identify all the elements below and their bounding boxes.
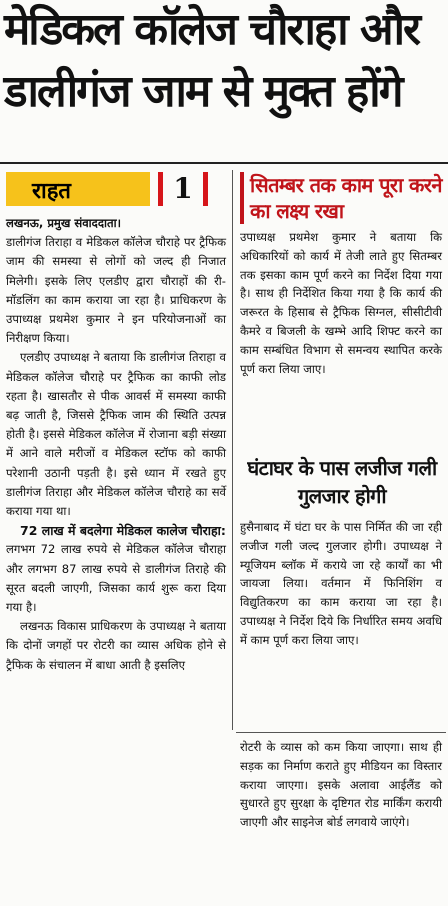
left-paragraph-2: एलडीए उपाध्यक्ष ने बताया कि डालीगंज तिराहा व मेडिकल कॉलेज चौराहे पर ट्रैफिक का काफी लोड रहता है। खासतौर से पीक आवर्स में समस्या काफी बढ़ जाती है, जिससे ट्रैफिक जाम की स्थिति उत्पन्न होती है। इससे मेडिकल कॉलेज में रोजाना बड़ी संख्या में आने वाले मरीजों व मेडिकल स्टॉफ को काफी परेशानी उठानी पड़ती है। इसे ध्यान में रखते हुए डालीगंज तिराहा और मेडिकल कॉलेज चौराहे का सर्वे कराया गया था।: [6, 350, 226, 519]
left-subhead: 72 लाख में बदलेगा मेडिकल कालेज चौराहा:: [20, 523, 226, 539]
left-paragraph-1: डालीगंज तिराहा व मेडिकल कॉलेज चौराहे पर ट्रैफिक जाम की समस्या से लोगों को जल्द ही निजात मिलेगी। इसके लिए एलडीए द्वारा चौराहों की री-मॉडलिंग का काम कराया जा रहा है। प्राधिकरण के उपाध्यक्ष प्रथमेश कुमार ने इन परियोजनाओं का निरीक्षण किया।: [6, 235, 226, 346]
right-mid-text: [240, 518, 442, 650]
september-target-heading: सितम्बर तक काम पूरा करने का लक्ष्य रखा: [240, 172, 444, 224]
right-top-paragraph: उपाध्यक्ष प्रथमेश कुमार ने बताया कि अधिकारियों को कार्य में तेजी लाते हुए सितम्बर तक इसका काम पूर्ण करने का निर्देश दिया गया है। साथ ही निर्देशित किया गया है कि कार्य की जरूरत के हिसाब से ट्रैफिक सिग्नल, सीसीटीवी कैमरे व बिजली के खम्भे आदि शिफ्ट करने का काम सम्बंधित विभाग से समन्वय स्थापित करके पूर्ण करा लिया जाए।: [240, 230, 442, 376]
headline-line-2: डालीगंज जाम से मुक्त होंगे: [4, 66, 402, 117]
badge-yellow-bar: [6, 172, 150, 206]
headline: [4, 4, 444, 117]
badge-number: 1: [173, 172, 193, 205]
dateline: लखनऊ, प्रमुख संवाददाता।: [6, 216, 121, 230]
left-paragraph-4: लखनऊ विकास प्राधिकरण के उपाध्यक्ष ने बताया कि दोनों जगहों पर रोटरी का व्यास अधिक होने से ट्रैफिक के संचालन में बाधा आती है इसलिए: [6, 619, 226, 672]
column-divider: [232, 170, 233, 730]
headline-rule: [0, 162, 448, 164]
left-paragraph-3: लगभग 72 लाख रुपये से मेडिकल कॉलेज चौराहा और लगभग 87 लाख रुपये से डालीगंज तिराहे की सूरत बदली जाएगी, जिसका कार्य शुरू करा दिया गया है।: [6, 542, 226, 615]
ghantaghar-heading: घंटाघर के पास लजीज गली गुलजार होगी: [247, 456, 437, 508]
left-column: [6, 214, 226, 675]
right-top-text: [240, 228, 442, 378]
badge-number-box: [158, 172, 208, 206]
right-bottom-text: [240, 738, 442, 832]
badge-label: राहत: [32, 179, 71, 204]
headline-line-1: मेडिकल कॉलेज चौराहा और: [4, 4, 419, 55]
right-mid-paragraph: हुसैनाबाद में घंटा घर के पास निर्मित की जा रही लजीज गली जल्द गुलजार होगी। उपाध्यक्ष ने म्यूजियम ब्लॉक में कराये जा रहे कार्यों का भी जायजा लिया। वर्तमान में फिनिशिंग व विद्युतिकरण का काम कराया जा रहा है। उपाध्यक्ष ने निर्देश दिये कि निर्धारित समय अवधि में काम पूर्ण करा लिया जाए।: [240, 520, 442, 647]
relief-badge: [6, 172, 212, 206]
right-bottom-paragraph: रोटरी के व्यास को कम किया जाएगा। साथ ही सड़क का निर्माण कराते हुए मीडियन का विस्तार कराया जाएगा। इसके अलावा आईलैंड को सुधारते हुए सुरक्षा के दृष्टिगत रोड मार्किंग करायी जाएगी और साइनेज बोर्ड लगवाये जाएंगे।: [240, 740, 442, 830]
box-bottom-rule: [236, 732, 446, 733]
